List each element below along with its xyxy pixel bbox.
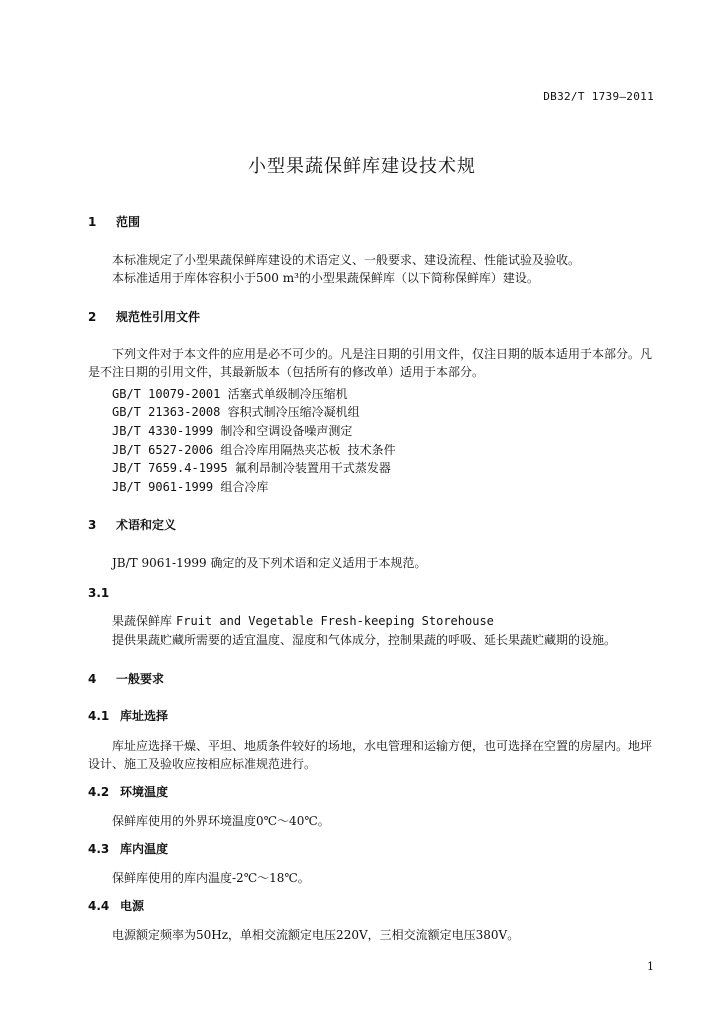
subsection-3-1-heading — [88, 586, 116, 600]
page-number: 1 — [647, 960, 654, 973]
reference-item: JB/T 7659.4-1995 氟利昂制冷装置用干式蒸发器 — [112, 461, 391, 475]
subsection-4-4-paragraph: 电源额定频率为50Hz，单相交流额定电压220V，三相交流额定电压380V。 — [112, 928, 520, 942]
section-title: 一般要求 — [116, 672, 165, 686]
reference-item: JB/T 4330-1999 制冷和空调设备噪声测定 — [112, 424, 353, 438]
subsection-title: 电源 — [120, 899, 145, 913]
section-number: 4 — [88, 672, 97, 686]
section-title: 规范性引用文件 — [116, 310, 201, 324]
section-title: 术语和定义 — [116, 518, 177, 532]
reference-item: JB/T 6527-2006 组合冷库用隔热夹芯板 技术条件 — [112, 443, 396, 457]
subsection-4-1-paragraph: 库址应选择干燥、平坦、地质条件较好的场地，水电管理和运输方便，也可选择在空置的房屋内。地坪设计、施工及验收应按相应标准规范进行。 — [88, 739, 653, 771]
section-3-heading — [88, 516, 176, 533]
section-number: 1 — [88, 215, 97, 229]
subsection-number: 4.2 — [88, 785, 110, 799]
subsection-4-3-paragraph: 保鲜库使用的库内温度-2℃～18℃。 — [112, 871, 310, 885]
term-entry — [112, 612, 494, 629]
section-1-paragraph-1: 本标准规定了小型果蔬保鲜库建设的术语定义、一般要求、建设流程、性能试验及验收。 — [112, 253, 581, 267]
term-definition: 提供果蔬贮藏所需要的适宜温度、湿度和气体成分，控制果蔬的呼吸、延长果蔬贮藏期的设施。 — [112, 633, 617, 647]
section-4-heading — [88, 670, 164, 687]
section-3-paragraph: JB/T 9061-1999 确定的及下列术语和定义适用于本规范。 — [112, 556, 427, 570]
subsection-number: 4.1 — [88, 709, 110, 723]
section-number: 3 — [88, 518, 97, 532]
section-2-heading — [88, 308, 200, 325]
subsection-title: 库内温度 — [120, 842, 169, 856]
standard-code: DB32/T 1739—2011 — [543, 90, 654, 103]
subsection-number: 4.3 — [88, 842, 110, 856]
subsection-4-1-heading — [88, 707, 168, 724]
section-number: 2 — [88, 310, 97, 324]
section-1-paragraph-2: 本标准适用于库体容积小于500 m³的小型果蔬保鲜库（以下简称保鲜库）建设。 — [112, 271, 539, 285]
subsection-4-4-heading — [88, 897, 144, 914]
term-english: Fruit and Vegetable Fresh-keeping Storehouse — [176, 614, 494, 628]
subsection-4-2-paragraph: 保鲜库使用的外界环境温度0℃～40℃。 — [112, 814, 330, 828]
subsection-number: 3.1 — [88, 586, 110, 600]
reference-item: GB/T 21363-2008 容积式制冷压缩冷凝机组 — [112, 405, 360, 419]
document-title: 小型果蔬保鲜库建设技术规 — [248, 156, 476, 177]
subsection-number: 4.4 — [88, 899, 110, 913]
subsection-title: 环境温度 — [120, 785, 169, 799]
subsection-4-3-heading — [88, 840, 168, 857]
section-title: 范围 — [116, 215, 141, 229]
reference-item: GB/T 10079-2001 活塞式单级制冷压缩机 — [112, 387, 348, 401]
section-2-intro: 下列文件对于本文件的应用是必不可少的。凡是注日期的引用文件，仅注日期的版本适用于本部分。凡是不注日期的引用文件，其最新版本（包括所有的修改单）适用于本部分。 — [88, 347, 653, 379]
reference-item: JB/T 9061-1999 组合冷库 — [112, 480, 269, 494]
subsection-title: 库址选择 — [120, 709, 169, 723]
section-1-heading — [88, 213, 140, 230]
term-chinese: 果蔬保鲜库 — [112, 614, 173, 628]
subsection-4-2-heading — [88, 783, 168, 800]
